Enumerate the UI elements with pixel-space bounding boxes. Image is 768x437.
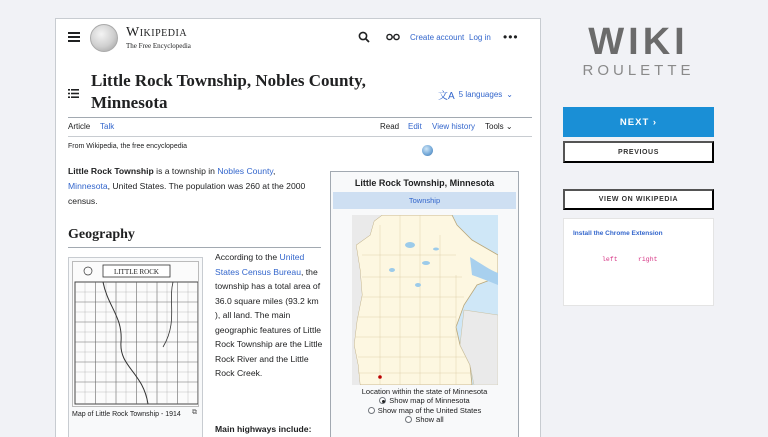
search-icon[interactable]: [358, 31, 370, 43]
languages-label: 5 languages: [458, 90, 503, 99]
radio-show-all[interactable]: Show all: [331, 415, 518, 425]
census-bureau-link[interactable]: United States Census Bureau: [215, 252, 305, 277]
minnesota-locator-map[interactable]: [352, 215, 498, 385]
radio-checked[interactable]: [379, 397, 386, 404]
tools-menu[interactable]: Tools ⌄: [485, 122, 513, 131]
township-map-image[interactable]: [72, 261, 199, 407]
geography-divider: [68, 247, 321, 248]
view-on-wikipedia-button[interactable]: VIEW ON WIKIPEDIA: [563, 189, 714, 210]
wiki-roulette-logo: [563, 20, 714, 80]
extension-panel: [563, 218, 714, 306]
wikipedia-frame: [55, 18, 541, 437]
globe-icon[interactable]: [422, 145, 433, 156]
thumbnail-caption: Map of Little Rock Township - 1914: [72, 411, 181, 418]
enlarge-icon[interactable]: ⧉: [192, 409, 197, 416]
page-tabs: [68, 122, 532, 136]
infobox-type[interactable]: Township: [333, 192, 516, 209]
infobox-title: Little Rock Township, Minnesota: [354, 178, 495, 188]
geography-paragraph: According to the United States Census Bureau, the township has a total area of 36.0 square miles (93.2 km ), all land. The main geographic features of Little Rock Township are the Little Rock River and the Little Rock Creek.: [215, 252, 323, 378]
wikipedia-logo[interactable]: [126, 25, 191, 50]
map-caption: Location within the state of Minnesota: [361, 387, 488, 396]
wiki-header: [56, 19, 540, 59]
key-hint-left: left: [602, 256, 618, 263]
radio-show-minnesota[interactable]: Show map of Minnesota: [331, 396, 518, 406]
radio-show-united-states[interactable]: Show map of the United States: [331, 406, 518, 416]
tab-edit[interactable]: Edit: [408, 122, 422, 131]
tab-read[interactable]: Read: [380, 122, 400, 131]
more-options-icon[interactable]: •••: [503, 30, 519, 44]
spectacles-icon[interactable]: [386, 33, 400, 41]
tab-view-history[interactable]: View history: [432, 122, 475, 131]
township-map-thumbnail: [68, 257, 203, 437]
tab-article[interactable]: Article: [68, 122, 91, 131]
brand-title: WIKI: [588, 21, 689, 63]
site-subtitle: From Wikipedia, the free encyclopedia: [68, 143, 188, 150]
chevron-right-icon: ›: [652, 116, 658, 128]
nobles-county-link[interactable]: Nobles County: [217, 166, 274, 176]
next-button[interactable]: NEXT ›: [563, 107, 714, 137]
wikipedia-globe-icon[interactable]: [90, 24, 118, 52]
chevron-down-icon: ⌄: [506, 90, 513, 99]
thumb-map-title: LITTLE ROCK: [114, 268, 159, 276]
radio-unchecked[interactable]: [405, 416, 412, 423]
intro-paragraph: Little Rock Township is a township in Nobles County, Minnesota, United States. The population was 260 at the 2000 census.: [68, 166, 306, 206]
languages-button[interactable]: [438, 87, 513, 102]
wikipedia-tagline: The Free Encyclopedia: [126, 42, 191, 50]
install-extension-link[interactable]: Install the Chrome Extension: [573, 230, 663, 237]
page-title: Little Rock Township, Nobles County, Minnesota: [91, 71, 366, 112]
login-link[interactable]: Log in: [469, 33, 491, 42]
geography-heading: Geography: [68, 227, 135, 242]
wikipedia-wordmark: Wikipedia: [126, 25, 188, 40]
translate-icon: 文A: [438, 91, 455, 102]
previous-button[interactable]: PREVIOUS: [563, 141, 714, 163]
infobox: [330, 171, 519, 437]
brand-subtitle: ROULETTE: [582, 62, 695, 79]
minnesota-link[interactable]: Minnesota: [68, 181, 108, 191]
highways-heading: Main highways include:: [215, 424, 312, 434]
title-divider: [68, 117, 532, 118]
key-hint-right: right: [638, 256, 658, 263]
create-account-link[interactable]: Create account: [410, 33, 465, 42]
table-of-contents-icon[interactable]: [68, 89, 79, 98]
menu-icon[interactable]: [68, 32, 80, 42]
radio-unchecked[interactable]: [368, 407, 375, 414]
tabs-divider: [68, 136, 532, 137]
tab-talk[interactable]: Talk: [100, 122, 115, 131]
